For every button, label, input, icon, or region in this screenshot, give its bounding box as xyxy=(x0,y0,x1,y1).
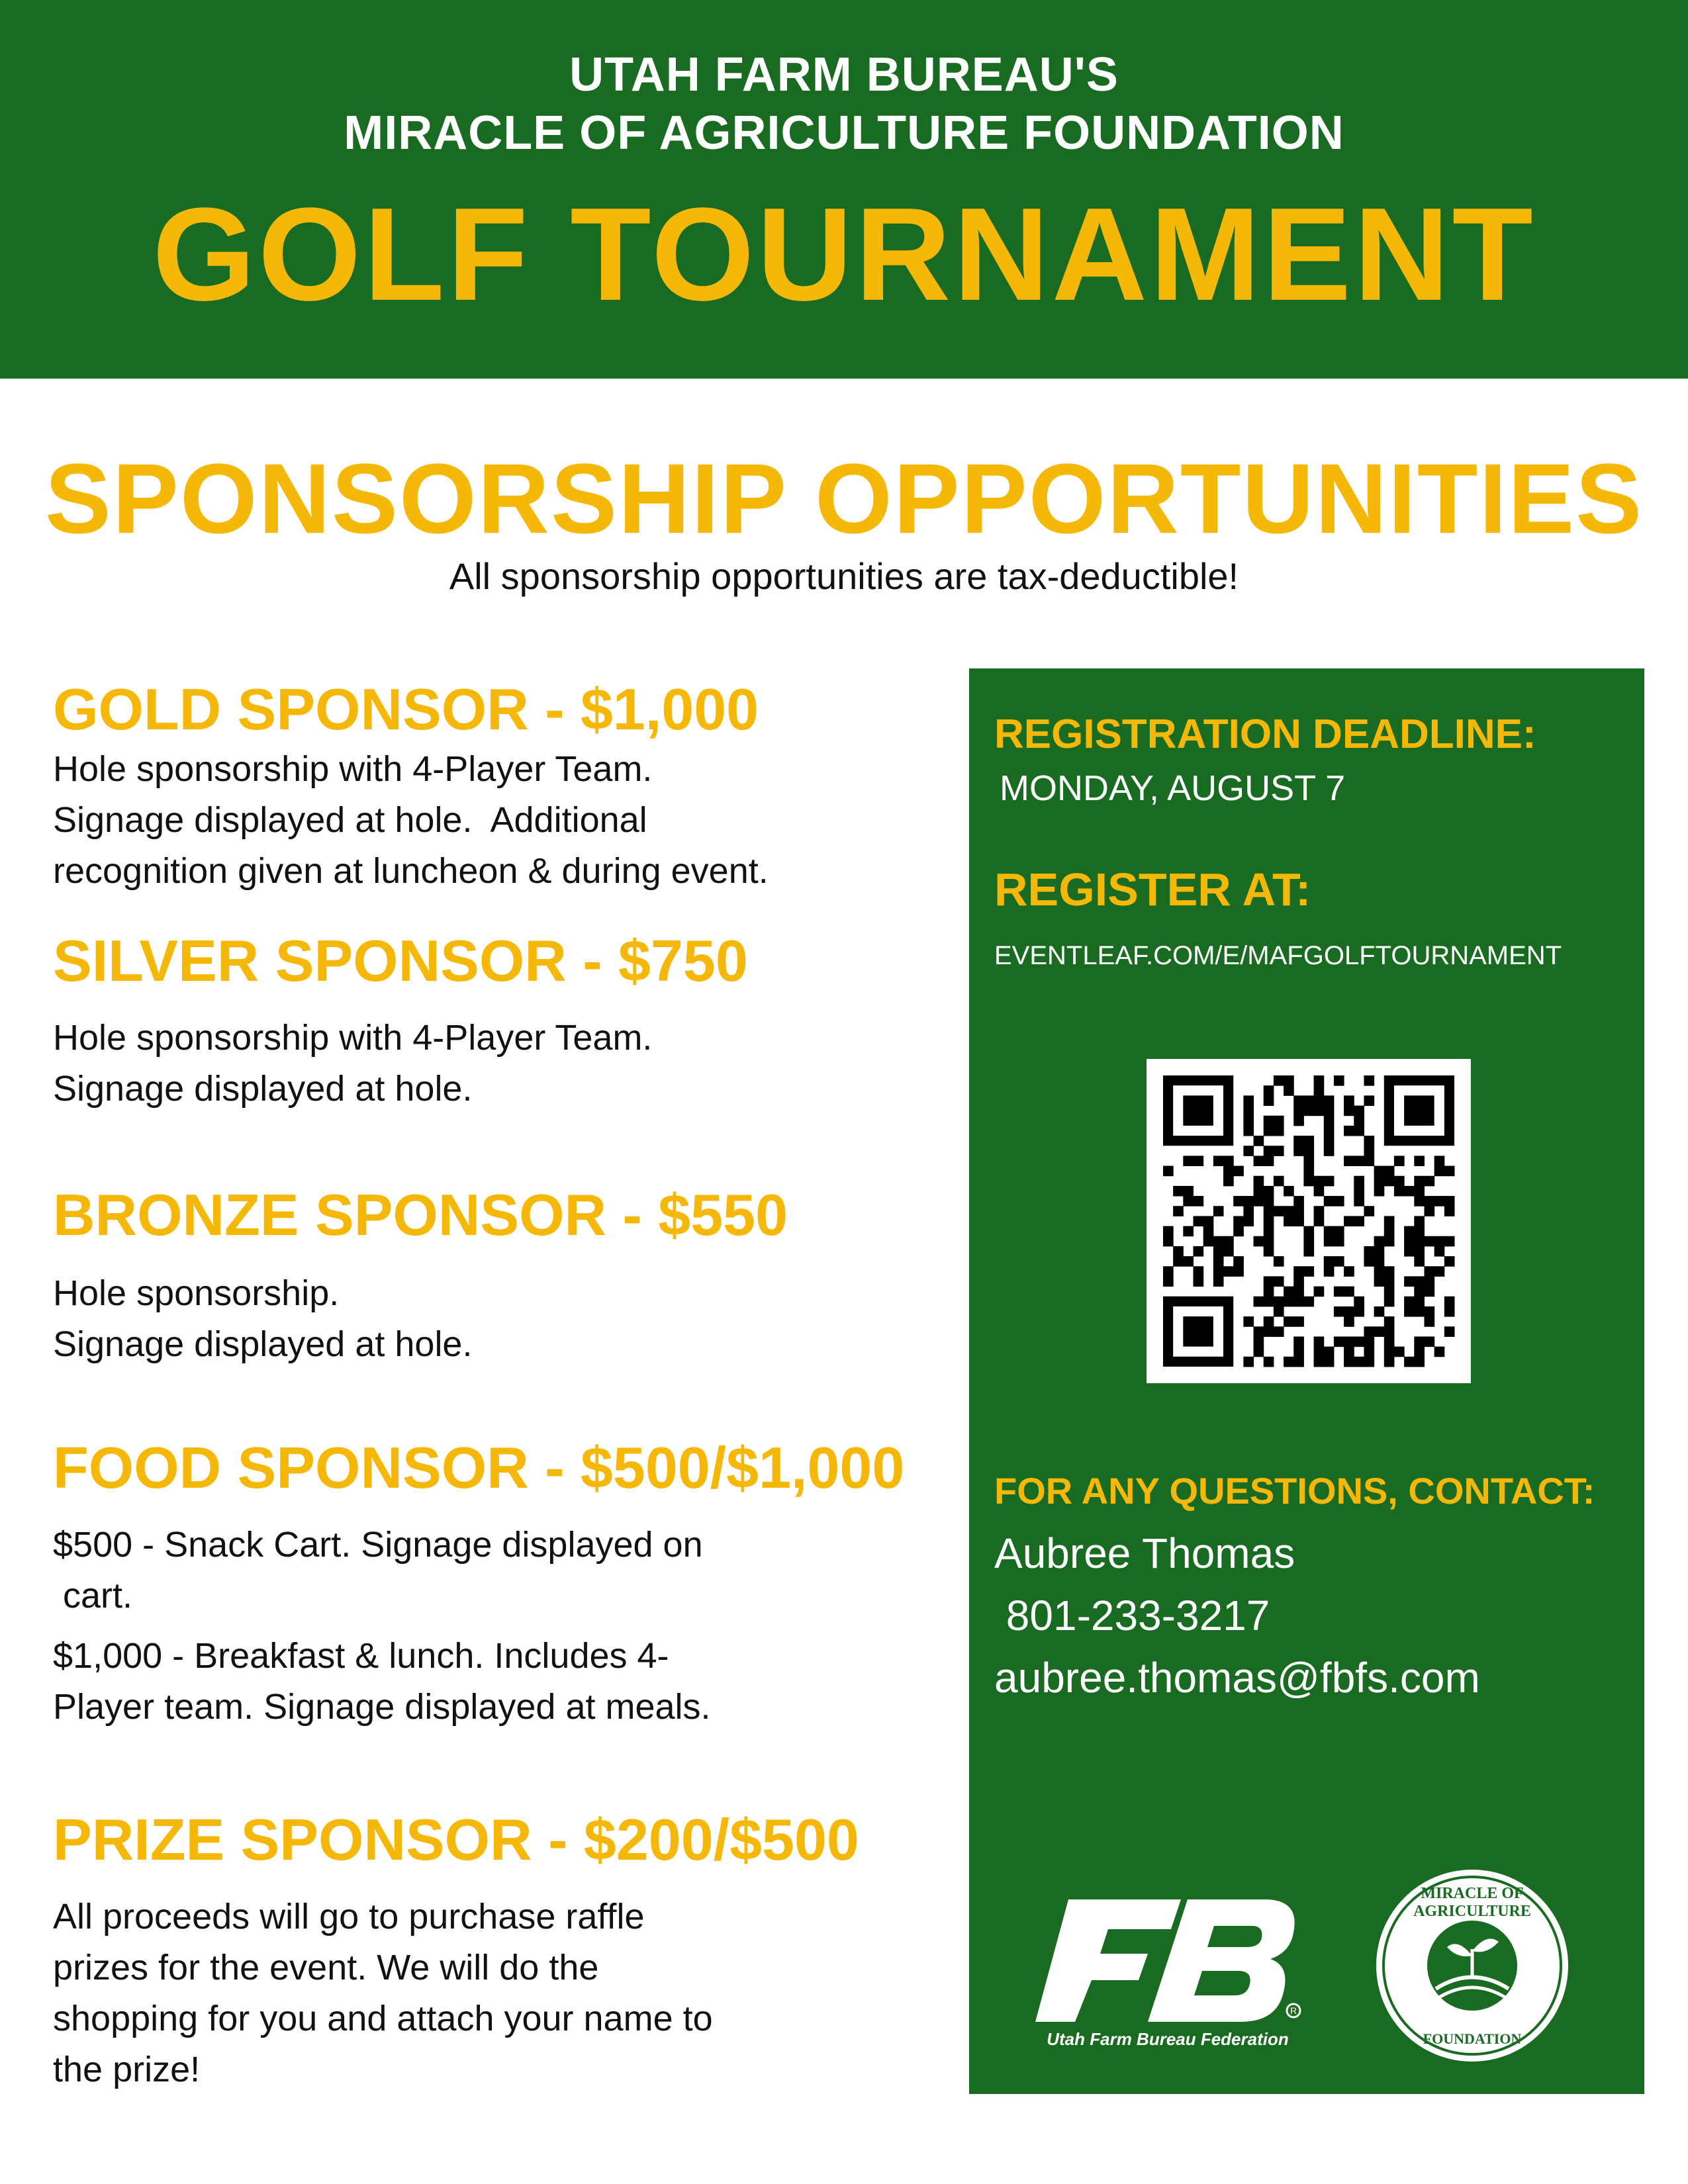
silver-line-2: Signage displayed at hole. xyxy=(53,1069,473,1109)
gold-line-2: Signage displayed at hole. Additional xyxy=(53,800,647,840)
silver-sponsor-title: SILVER SPONSOR - $750 xyxy=(53,928,748,993)
registration-panel xyxy=(969,668,1644,2094)
qr-code-graphic xyxy=(1147,1059,1471,1383)
bronze-line-1: Hole sponsorship. xyxy=(53,1273,340,1313)
food-line-4: Player team. Signage displayed at meals. xyxy=(53,1687,711,1727)
farm-bureau-logo-icon xyxy=(1029,1893,1307,2025)
event-title: GOLF TOURNAMENT xyxy=(152,181,1536,328)
prize-sponsor-title: PRIZE SPONSOR - $200/$500 xyxy=(53,1807,859,1872)
food-line-2: cart. xyxy=(53,1576,133,1615)
qr-code[interactable] xyxy=(1147,1059,1471,1383)
org-line-1: UTAH FARM BUREAU'S xyxy=(569,48,1119,101)
silver-sponsor-description xyxy=(53,1013,960,1115)
bronze-sponsor-title: BRONZE SPONSOR - $550 xyxy=(53,1182,788,1248)
svg-text:R: R xyxy=(1289,2005,1297,2016)
org-line-2: MIRACLE OF AGRICULTURE FOUNDATION xyxy=(344,107,1344,159)
miracle-of-agriculture-seal xyxy=(1373,1866,1571,2065)
prize-line-2: prizes for the event. We will do the xyxy=(53,1948,599,1987)
register-label: REGISTER AT: xyxy=(994,864,1311,915)
gold-line-1: Hole sponsorship with 4-Player Team. xyxy=(53,749,653,789)
gold-sponsor-title: GOLD SPONSOR - $1,000 xyxy=(53,676,759,742)
farm-bureau-caption: Utah Farm Bureau Federation xyxy=(1047,2029,1289,2049)
seal-text-bottom: FOUNDATION xyxy=(1423,2030,1522,2047)
gold-line-3: recognition given at luncheon & during event. xyxy=(53,851,769,891)
sponsorship-subtitle: All sponsorship opportunities are tax-deductible! xyxy=(449,555,1239,597)
prize-line-4: the prize! xyxy=(53,2050,201,2089)
food-sponsor-title: FOOD SPONSOR - $500/$1,000 xyxy=(53,1435,905,1500)
prize-line-1: All proceeds will go to purchase raffle xyxy=(53,1897,645,1936)
food-line-1: $500 - Snack Cart. Signage displayed on xyxy=(53,1525,703,1565)
silver-line-1: Hole sponsorship with 4-Player Team. xyxy=(53,1018,653,1058)
prize-sponsor-description xyxy=(53,1891,960,2095)
farm-bureau-logo xyxy=(1029,1893,1307,2052)
gold-sponsor-description xyxy=(53,744,960,897)
contact-email[interactable]: aubree.thomas@fbfs.com xyxy=(994,1654,1480,1702)
register-url[interactable]: EVENTLEAF.COM/E/MAFGOLFTOURNAMENT xyxy=(994,941,1562,970)
food-sponsor-description xyxy=(53,1520,960,1733)
seal-text-top: MIRACLE OF AGRICULTURE xyxy=(1413,1885,1531,1920)
sponsorship-title: SPONSORSHIP OPPORTUNITIES xyxy=(44,443,1644,554)
bronze-line-2: Signage displayed at hole. xyxy=(53,1324,473,1364)
deadline-label: REGISTRATION DEADLINE: xyxy=(994,711,1536,757)
contact-name: Aubree Thomas xyxy=(994,1529,1295,1577)
food-line-3: $1,000 - Breakfast & lunch. Includes 4- xyxy=(53,1636,669,1676)
header-banner xyxy=(0,0,1688,379)
contact-phone[interactable]: 801-233-3217 xyxy=(994,1592,1270,1639)
prize-line-3: shopping for you and attach your name to xyxy=(53,1999,713,2038)
contact-label: FOR ANY QUESTIONS, CONTACT: xyxy=(994,1470,1595,1512)
deadline-value: MONDAY, AUGUST 7 xyxy=(1000,768,1346,808)
bronze-sponsor-description xyxy=(53,1268,960,1370)
